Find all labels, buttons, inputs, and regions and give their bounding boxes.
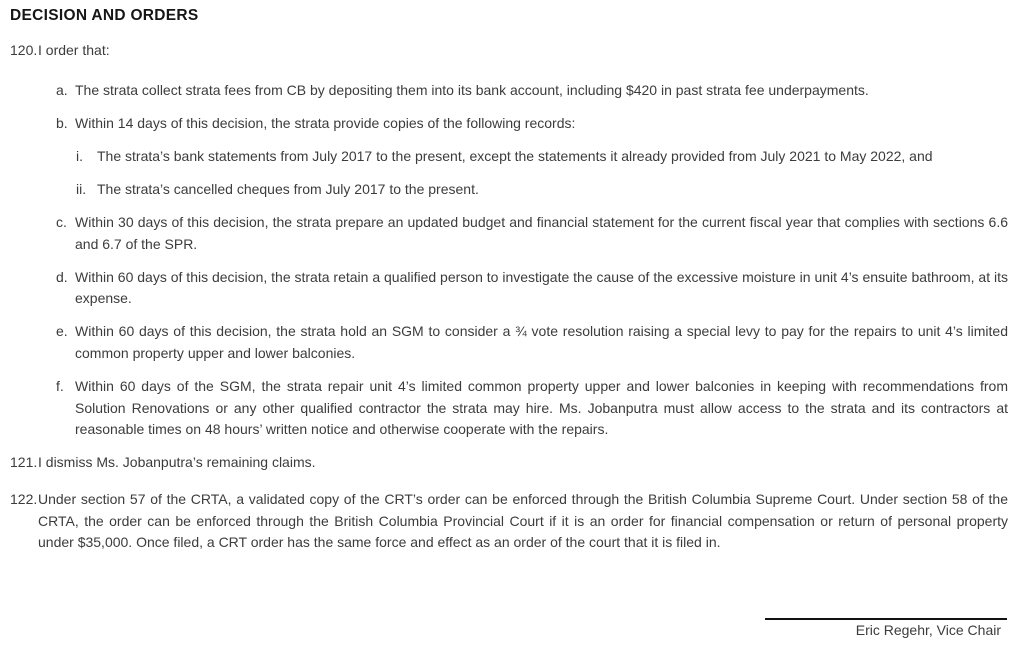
suborder-item-i xyxy=(73,146,1008,168)
paragraph-text: Under section 57 of the CRTA, a validated copy of the CRT’s order can be enforced through the British Columbia Supreme Court. Under section 58 of the CRTA, the order can be enforced through the British Columbia Provincial Court if it is an order for financial compensation or return of personal property under $35,000. Once filed, a CRT order has the same force and effect as an order of the court that it is filed in. xyxy=(38,490,1008,551)
list-marker: i. xyxy=(76,147,83,164)
order-text: Within 30 days of this decision, the strata prepare an updated budget and financial statement for the current fiscal year that complies with sections 6.6 and 6.7 of the SPR. xyxy=(75,213,1008,252)
order-item-f xyxy=(56,376,1008,441)
paragraph-number: 122. xyxy=(10,490,38,507)
paragraph-text: I dismiss Ms. Jobanputra’s remaining claims. xyxy=(38,454,316,471)
order-item-d xyxy=(56,267,1008,310)
order-item-a xyxy=(56,80,1008,102)
suborder-text: The strata’s cancelled cheques from July 2017 to the present. xyxy=(97,180,479,197)
order-item-b xyxy=(56,113,1008,135)
paragraph-121 xyxy=(10,452,1008,474)
list-marker: a. xyxy=(56,81,68,98)
signature-name: Eric Regehr, Vice Chair xyxy=(855,622,1001,638)
order-text: The strata collect strata fees from CB by depositing them into its bank account, including $420 in past strata fee underpayments. xyxy=(75,81,869,98)
paragraph-text: I order that: xyxy=(38,42,110,58)
suborder-text: The strata’s bank statements from July 2017 to the present, except the statements it already provided from July 2021 to May 2022, and xyxy=(97,147,933,164)
page-title: DECISION AND ORDERS xyxy=(10,7,199,24)
order-item-e xyxy=(56,321,1008,364)
order-text: Within 60 days of this decision, the strata retain a qualified person to investigate the cause of the excessive moisture in unit 4’s ensuite bathroom, at its expense. xyxy=(75,268,1008,307)
list-marker: b. xyxy=(56,114,68,131)
paragraph-122 xyxy=(10,489,1008,554)
list-marker: e. xyxy=(56,323,68,340)
order-text: Within 60 days of this decision, the strata hold an SGM to consider a ¾ vote resolution raising a special levy to pay for the repairs to unit 4’s limited common property upper and lower balconies. xyxy=(75,323,1008,361)
list-marker: c. xyxy=(56,213,67,230)
order-text: Within 14 days of this decision, the strata provide copies of the following records: xyxy=(75,114,576,131)
paragraph-120 xyxy=(10,40,1008,62)
paragraph-number: 121. xyxy=(10,454,38,471)
order-item-c xyxy=(56,212,1008,255)
paragraph-number: 120. xyxy=(10,42,38,58)
signature-block xyxy=(765,618,1007,639)
list-marker: ii. xyxy=(76,180,87,197)
list-marker: d. xyxy=(56,268,68,285)
suborder-item-ii xyxy=(73,179,1008,201)
order-text: Within 60 days of the SGM, the strata repair unit 4’s limited common property upper and lower balconies in keeping with recommendations from Solution Renovations or any other qualified contractor the strata may hire. Ms. Jobanputra must allow access to the strata and its contractors at reasonable times on 48 hours’ written notice and otherwise cooperate with the repairs. xyxy=(75,378,1008,438)
list-marker: f. xyxy=(56,378,64,395)
